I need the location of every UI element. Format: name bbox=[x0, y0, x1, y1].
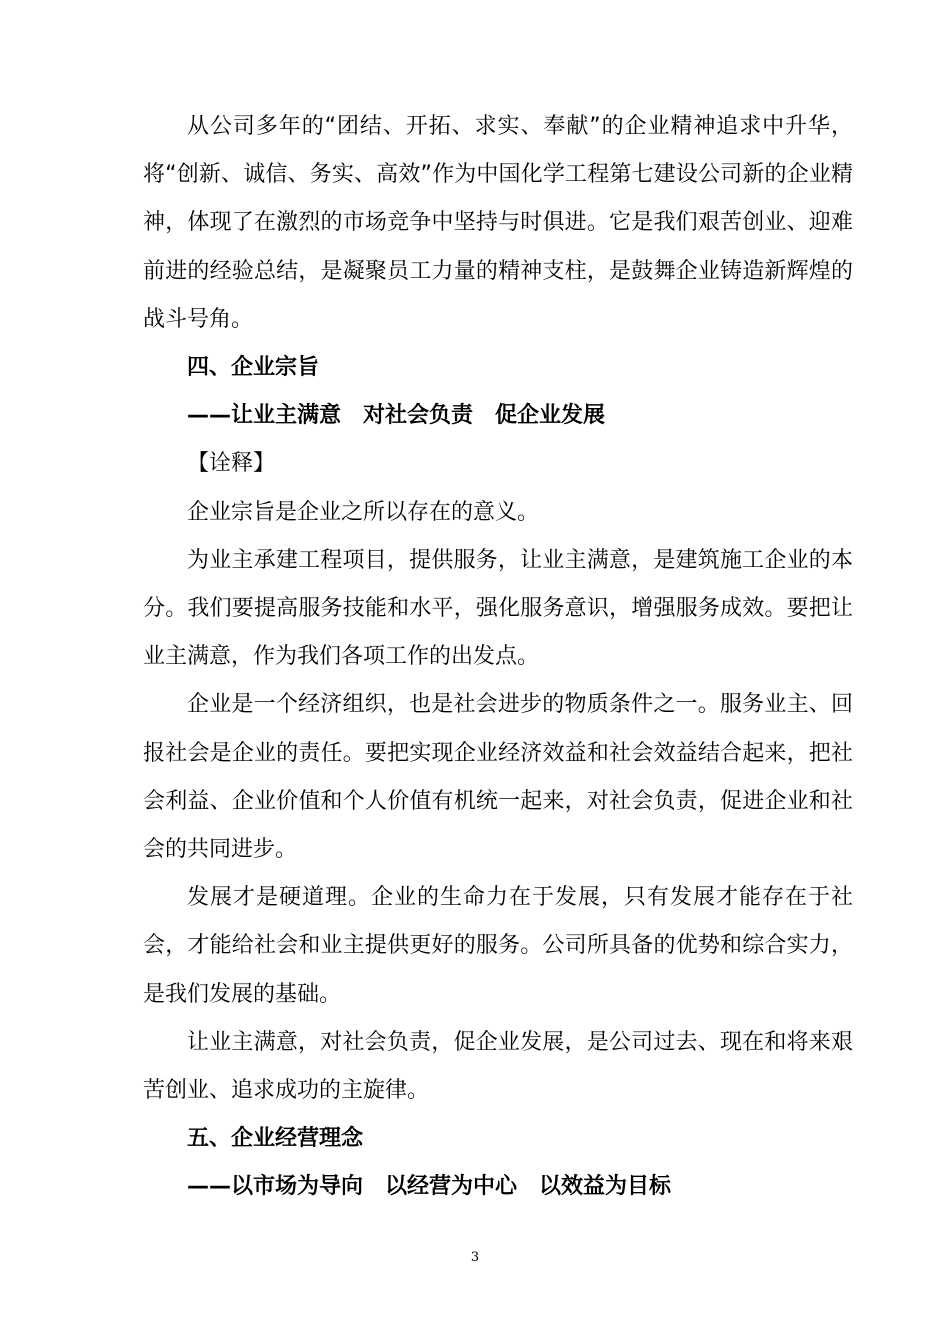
body-text bbox=[143, 103, 853, 1212]
section-heading-business-philosophy: 五、企业经营理念 bbox=[187, 1126, 364, 1152]
business-philosophy-slogan: ——以市场为导向 以经营为中心 以效益为目标 bbox=[187, 1174, 672, 1200]
paragraph-main-theme: 让业主满意，对社会负责，促企业发展，是公司过去、现在和将来艰苦创业、追求成功的主旋律。 bbox=[143, 1029, 853, 1104]
page-number: 3 bbox=[470, 1250, 480, 1265]
purpose-slogan: ——让业主满意 对社会负责 促企业发展 bbox=[187, 403, 606, 429]
paragraph-development: 发展才是硬道理。企业的生命力在于发展，只有发展才能存在于社会，才能给社会和业主提供更好的服务。公司所具备的优势和综合实力，是我们发展的基础。 bbox=[143, 885, 853, 1007]
paragraph-owner-satisfaction: 为业主承建工程项目，提供服务，让业主满意，是建筑施工企业的本分。我们要提高服务技能和水平，强化服务意识，增强服务成效。要把让业主满意，作为我们各项工作的出发点。 bbox=[143, 547, 853, 670]
paragraph-social-responsibility: 企业是一个经济组织，也是社会进步的物质条件之一。服务业主、回报社会是企业的责任。要把实现企业经济效益和社会效益结合起来，把社会利益、企业价值和个人价值有机统一起来，对社会负责，促进企业和社会的共同进步。 bbox=[143, 692, 853, 863]
paragraph-purpose-meaning: 企业宗旨是企业之所以存在的意义。 bbox=[187, 499, 540, 525]
section-heading-purpose: 四、企业宗旨 bbox=[187, 355, 320, 381]
interpretation-label: 【诠释】 bbox=[187, 451, 276, 477]
paragraph-enterprise-spirit: 从公司多年的“团结、开拓、求实、奉献”的企业精神追求中升华，将“创新、诚信、务实、高效”作为中国化学工程第七建设公司新的企业精神，体现了在激烈的市场竞争中坚持与时俱进。它是我们艰苦创业、迎难前进的经验总结，是凝聚员工力量的精神支柱，是鼓舞企业铸造新辉煌的战斗号角。 bbox=[143, 114, 853, 332]
